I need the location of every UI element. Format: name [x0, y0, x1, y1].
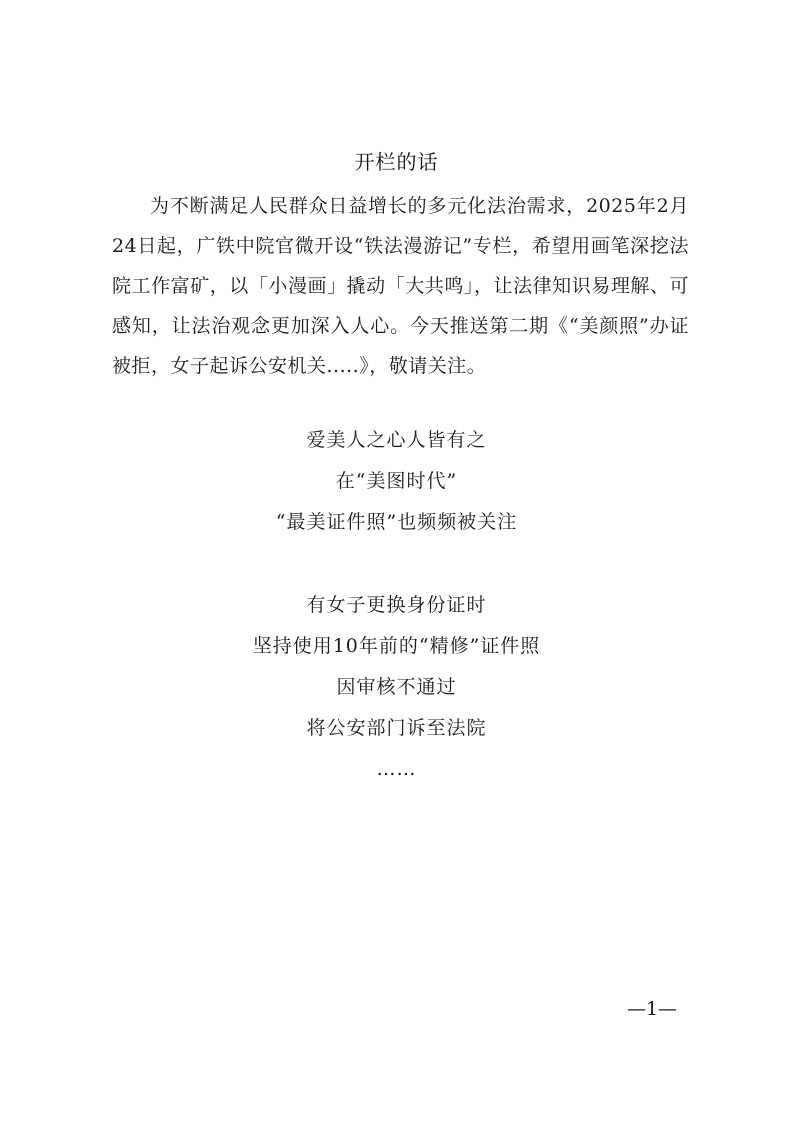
poem-stanza-2: [0, 585, 793, 790]
poem-stanza-1: [0, 420, 793, 543]
poem-line: 爱美人之心人皆有之: [306, 429, 487, 451]
poem-line: “最美证件照”也频频被关注: [275, 511, 518, 533]
poem-line: 将公安部门诉至法院: [306, 717, 487, 739]
poem-line: 坚持使用10年前的“精修”证件照: [252, 635, 541, 657]
column-title: 开栏的话: [354, 150, 439, 174]
poem-line: 因审核不通过: [336, 676, 457, 698]
poem-ellipsis: ……: [376, 758, 417, 780]
poem-line: 在“美图时代”: [335, 470, 458, 492]
poem-line: 有女子更换身份证时: [306, 594, 487, 616]
intro-paragraph: 为不断满足人民群众日益增长的多元化法治需求，2025年2月24日起，广铁中院官微开设“铁法漫游记”专栏，希望用画笔深挖法院工作富矿，以「小漫画」撬动「大共鸣」，让法律知识易理解、可感知，让法治观念更加深入人心。今天推送第二期《“美颜照”办证被拒，女子起诉公安机关.....》，敬请关注。: [112, 195, 689, 377]
page-number: —1—: [626, 998, 678, 1020]
